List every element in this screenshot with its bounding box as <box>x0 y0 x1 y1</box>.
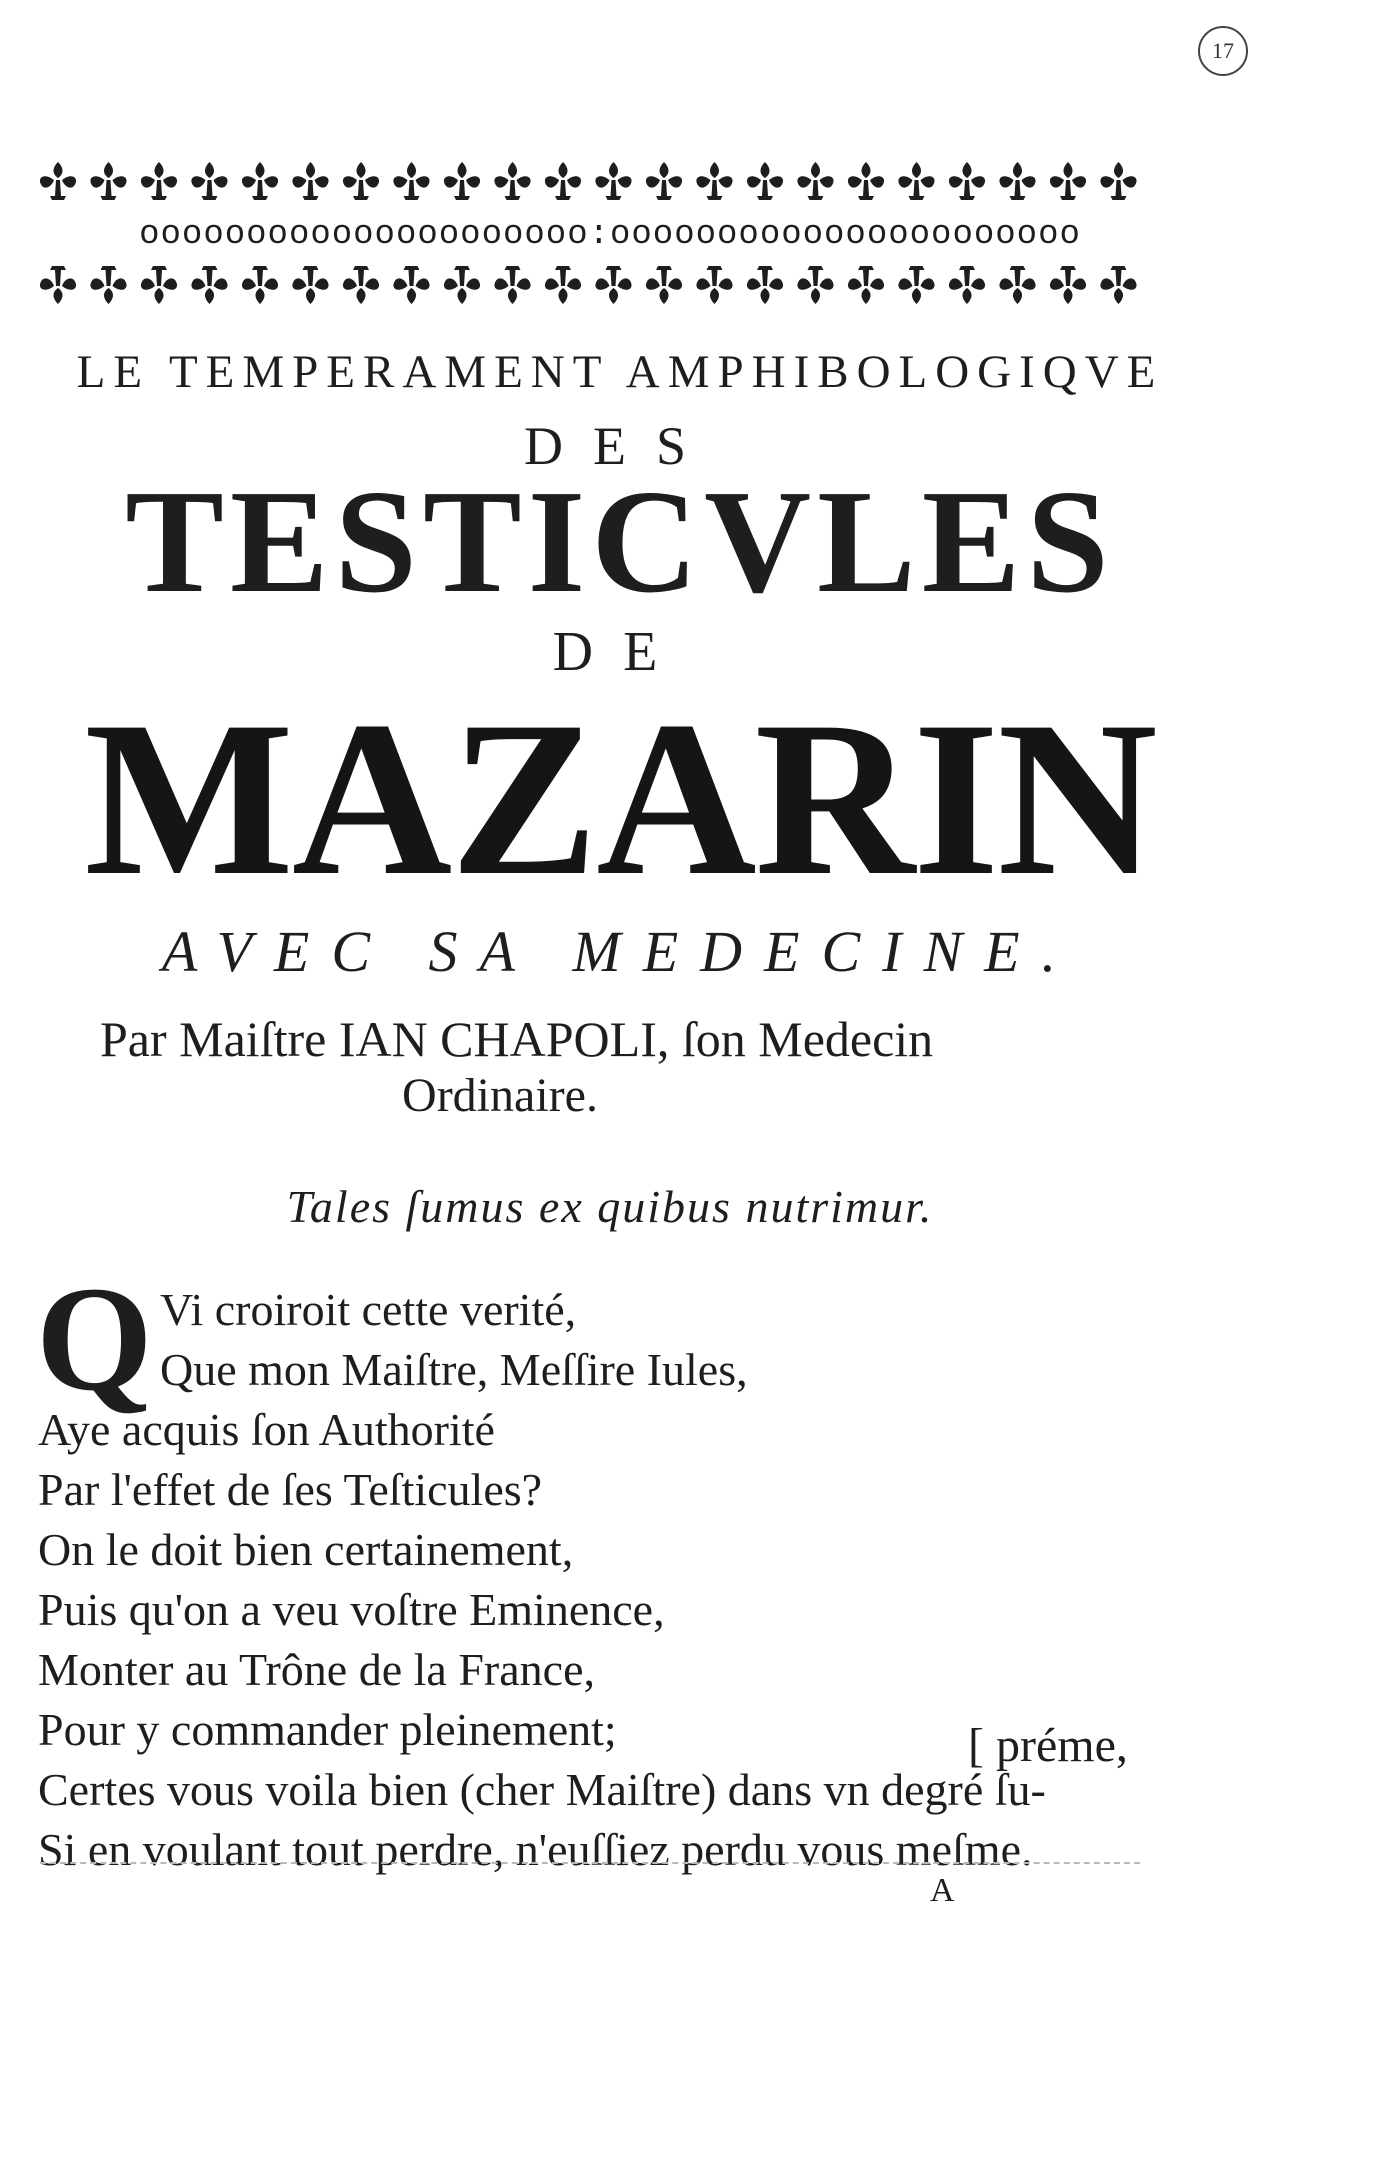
verse-line: Par l'effet de ſes Teſticules? <box>38 1464 543 1515</box>
fleuron-icon <box>545 162 581 200</box>
fleuron-icon <box>595 162 631 200</box>
title-line-mazarin: MAZARIN <box>84 676 1156 922</box>
latin-motto: Tales ſumus ex quibus nutrimur. <box>286 1181 934 1232</box>
fleuron-icon <box>949 162 985 200</box>
verse-carryover: [ préme, <box>968 1719 1128 1772</box>
fleuron-icon <box>343 162 379 200</box>
fleuron-icon <box>747 266 783 304</box>
fleuron-icon <box>646 266 682 304</box>
fleuron-icon <box>999 162 1035 200</box>
fleuron-icon <box>747 162 783 200</box>
verse-line: Puis qu'on a veu voſtre Eminence, <box>38 1584 665 1635</box>
fleuron-icon <box>90 266 126 304</box>
fleuron-icon <box>292 162 328 200</box>
fleuron-icon <box>595 266 631 304</box>
fleuron-icon <box>999 266 1035 304</box>
fleuron-icon <box>696 162 732 200</box>
fleuron-icon <box>848 162 884 200</box>
title-line-de: DE <box>552 621 688 683</box>
fleuron-ornament-band <box>40 150 1180 340</box>
byline-author: Par Maiſtre IAN CHAPOLI, ſon Medecin <box>100 1011 934 1067</box>
title-line-temperament: LE TEMPERAMENT AMPHIBOLOGIQVE <box>76 346 1164 398</box>
fleuron-icon <box>40 266 76 304</box>
verse-line: Que mon Maiſtre, Meſſire Iules, <box>160 1344 748 1395</box>
fleuron-icon <box>393 162 429 200</box>
fleuron-icon <box>393 266 429 304</box>
verse-line: Si en voulant tout perdre, n'euſſiez perdu vous meſme. <box>38 1824 1033 1875</box>
fleuron-icon <box>1050 266 1086 304</box>
fleuron-icon <box>797 266 833 304</box>
fleuron-top-row <box>40 162 1137 200</box>
fleuron-icon <box>141 162 177 200</box>
fleuron-icon <box>343 266 379 304</box>
fleuron-icon <box>494 266 530 304</box>
fleuron-icon <box>141 266 177 304</box>
drop-capital: Q <box>36 1256 153 1422</box>
folio-number: 17 <box>1198 26 1248 76</box>
fleuron-icon <box>545 266 581 304</box>
fleuron-icon <box>696 266 732 304</box>
verse-line: Certes vous voila bien (cher Maiſtre) dans vn degré ſu- <box>38 1764 1046 1815</box>
fleuron-icon <box>444 162 480 200</box>
fleuron-icon <box>494 162 530 200</box>
fleuron-icon <box>1100 162 1136 200</box>
verse-line: Pour y commander pleinement; <box>38 1704 617 1755</box>
fleuron-icon <box>90 162 126 200</box>
fleuron-icon <box>242 162 278 200</box>
verse-line: On le doit bien certainement, <box>38 1524 574 1575</box>
fleuron-icon <box>898 162 934 200</box>
fleuron-icon <box>444 266 480 304</box>
fleuron-ornament-svg <box>40 150 1180 340</box>
fleuron-icon <box>797 162 833 200</box>
verse-line: Aye acquis ſon Authorité <box>38 1404 495 1455</box>
page-bottom-rule <box>40 1862 1140 1864</box>
byline-ordinaire: Ordinaire. <box>402 1069 598 1122</box>
fleuron-icon <box>40 162 76 200</box>
verse-line: Monter au Trône de la France, <box>38 1644 595 1695</box>
fleuron-icon <box>242 266 278 304</box>
fleuron-icon <box>898 266 934 304</box>
title-line-avec-sa-medecine: AVEC SA MEDECINE. <box>161 919 1079 984</box>
title-line-testicules: TESTICVLES <box>125 460 1115 624</box>
fleuron-icon <box>646 162 682 200</box>
fleuron-bottom-row <box>40 266 1137 304</box>
fleuron-icon <box>848 266 884 304</box>
fleuron-icon <box>191 266 227 304</box>
fleuron-icon <box>292 266 328 304</box>
title-line-des: DES <box>523 416 716 476</box>
fleuron-icon <box>1050 162 1086 200</box>
fleuron-icon <box>191 162 227 200</box>
verse-line: Vi croiroit cette verité, <box>160 1284 577 1335</box>
fleuron-icon <box>1100 266 1136 304</box>
ornament-ring-row: ooooooooooooooooooooo:oooooooooooooooooooooo <box>139 216 1081 254</box>
signature-mark: A <box>930 1872 955 1909</box>
fleuron-icon <box>949 266 985 304</box>
